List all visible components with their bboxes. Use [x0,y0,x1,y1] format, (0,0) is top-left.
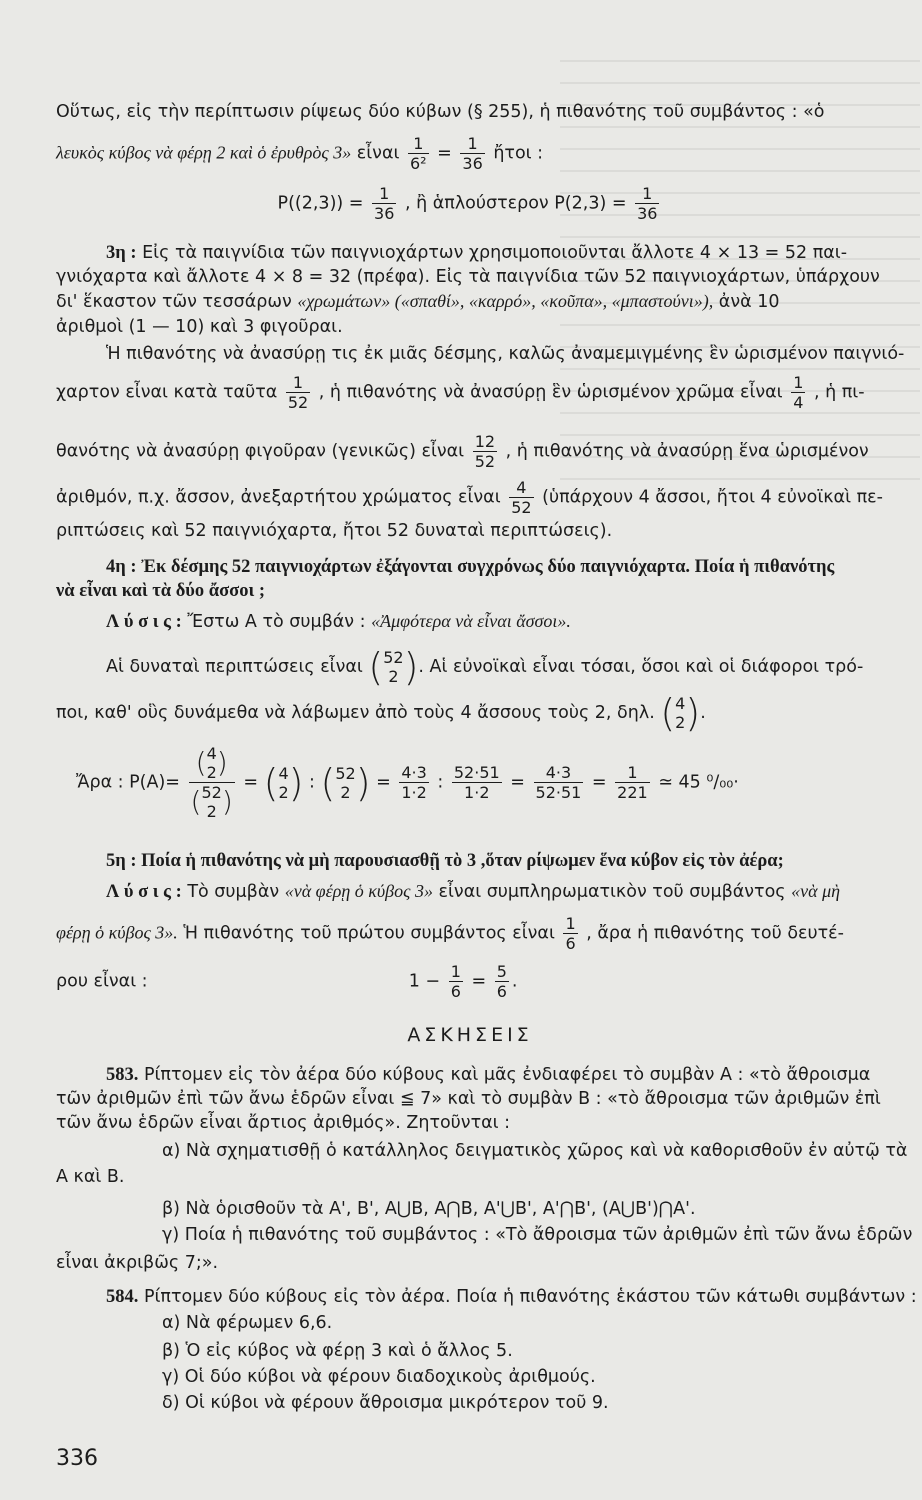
problem-4-title-cont: νὰ εἶναι καὶ τὰ δύο ἄσσοι ; [56,581,266,601]
exercise-583-a: α) Νὰ σχηματισθῇ ὁ κατάλληλος δειγματικὸς χῶρος καὶ νὰ καθορισθοῦν ἐν αὐτῷ τὰ [162,1141,908,1161]
text-line: ποι, καθ' οὓς δυνάμεθα νὰ λάβωμεν ἀπὸ τοὺς 4 ἄσσους τοὺς 2, δηλ. ( 4 2 ). [56,691,706,735]
exercise-584-c: γ) Οἱ δύο κύβοι νὰ φέρουν διαδοχικοὺς ἀριθμούς. [162,1367,596,1387]
text-line: φέρῃ ὁ κύβος 3». Ἡ πιθανότης τοῦ πρώτου συμβάντος εἶναι $\frac{1}{6}$ , ἄρα ἡ πιθανότης τοῦ δευτέ- [56,914,844,953]
exercise-584-a: α) Νὰ φέρωμεν 6,6. [162,1313,333,1333]
text-line: Ἡ πιθανότης νὰ ἀνασύρῃ τις ἐκ μιᾶς δέσμης, καλῶς ἀναμεμιγμένης ἓν ὡρισμένον παιγνιό- [106,344,905,364]
equation-line: P((2,3)) = $\frac{1}{36}$ , ἢ ἁπλούστερον P(2,3) = $\frac{1}{36}$ [277,184,658,223]
exercise-583-b: β) Νὰ ὁρισθοῦν τὰ A', B', A⋃B, A⋂B, A'⋃B', A'⋂B', (A⋃B')⋂A'. [162,1199,696,1219]
text-line: Οὕτως, εἰς τὴν περίπτωσιν ρίψεως δύο κύβων (§ 255), ἡ πιθανότης τοῦ συμβάντος : «ὁ [56,102,825,122]
solution-line: Λ ύ σ ι ς : Ἔστω Α τὸ συμβάν : «Ἀμφότερα νὰ εἶναι ἄσσοι». [106,611,571,632]
text-line: ρου εἶναι : 1 − $\frac{1}{6}$ = $\frac{5}{6}$ . [56,962,518,1001]
exercise-584-b: β) Ὁ εἰς κύβος νὰ φέρῃ 3 καὶ ὁ ἄλλος 5. [162,1341,513,1361]
text-line: τῶν ἄνω ἑδρῶν εἶναι ἄρτιος ἀριθμός». Ζητοῦνται : [56,1113,511,1133]
exercise-583: 583. Ρίπτομεν εἰς τὸν ἀέρα δύο κύβους καὶ μᾶς ἐνδιαφέρει τὸ συμβὰν Α : «τὸ ἄθροισμα [106,1065,871,1085]
text-line: 3η : Εἰς τὰ παιγνίδια τῶν παιγνιοχάρτων χρησιμοποιοῦνται ἄλλοτε 4 × 13 = 52 παι- [106,243,848,263]
equation-line: Ἄρα : P(A)= ( 4 2 ) ( 52 2 ) = ( 4 2 ) : ( 52 2 ) = $\frac{4\cdot 3}{1\cdot 2}$ : $\frac{52\cdot 51}{1\cdot 2}$ = $\frac{4\cdot 3}{52\cdot 51}$ = $\frac{1}{221}$ ≃ 45 ⁰/₀₀· [76,744,739,821]
text-line: δι' ἕκαστον τῶν τεσσάρων «χρωμάτων» («σπαθί», «καρρό», «κοῦπα», «μπαστούνι»), ἀνὰ 10 [56,291,780,312]
text-line: γνιόχαρτα καὶ ἄλλοτε 4 × 8 = 32 (πρέφα). Εἰς τὰ παιγνίδια τῶν 52 παιγνιοχάρτων, ὑπάρχουν [56,267,880,287]
text-line: εἶναι ἀκριβῶς 7;». [56,1253,219,1273]
text-line: τῶν ἀριθμῶν ἐπὶ τῶν ἄνω ἑδρῶν εἶναι ≦ 7» καὶ τὸ συμβὰν Β : «τὸ ἄθροισμα τῶν ἀριθμῶν ἐπὶ [56,1089,881,1109]
text-line: Α καὶ Β. [56,1167,125,1187]
exercise-584: 584. Ρίπτομεν δύο κύβους εἰς τὸν ἀέρα. Ποία ἡ πιθανότης ἑκάστου τῶν κάτωθι συμβάντων : [106,1287,917,1307]
exercise-583-c: γ) Ποία ἡ πιθανότης τοῦ συμβάντος : «Τὸ ἄθροισμα τῶν ἀριθμῶν ἐπὶ τῶν ἄνω ἑδρῶν [162,1225,913,1245]
text-line: ἀριθμοὶ (1 — 10) καὶ 3 φιγοῦραι. [56,317,343,337]
problem-4-title: 4η : Ἐκ δέσμης 52 παιγνιοχάρτων ἐξάγονται συγχρόνως δύο παιγνιόχαρτα. Ποία ἡ πιθανότης [106,557,835,577]
text-line: λευκὸς κύβος νὰ φέρῃ 2 καὶ ὁ ἐρυθρὸς 3» εἶναι $\frac{1}{\text{6²}}$ = $\frac{1}{36}$ ἤτοι : [56,134,544,173]
text-line: χαρτον εἶναι κατὰ ταῦτα $\frac{1}{52}$ , ἡ πιθανότης νὰ ἀνασύρῃ ἓν ὡρισμένον χρῶμα εἶναι $\frac{1}{4}$ , ἡ πι- [56,373,865,412]
exercises-heading: ΑΣΚΗΣΕΙΣ [407,1024,533,1046]
exercise-584-d: δ) Οἱ κύβοι νὰ φέρουν ἄθροισμα μικρότερον τοῦ 9. [162,1393,609,1413]
text-line: Αἱ δυναταὶ περιπτώσεις εἶναι ( 52 2 ). Αἱ εὐνοϊκαὶ εἶναι τόσαι, ὅσοι καὶ οἱ διάφοροι τρό- [106,645,864,689]
text-line: θανότης νὰ ἀνασύρῃ φιγοῦραν (γενικῶς) εἶναι $\frac{12}{52}$ , ἡ πιθανότης νὰ ἀνασύρῃ ἕνα ὡρισμένον [56,432,869,471]
solution-line: Λ ύ σ ι ς : Τὸ συμβὰν «νὰ φέρῃ ὁ κύβος 3» εἶναι συμπληρωματικὸν τοῦ συμβάντος «νὰ μὴ [106,881,841,902]
text-line: ἀριθμόν, π.χ. ἄσσον, ἀνεξαρτήτου χρώματος εἶναι $\frac{4}{52}$ (ὑπάρχουν 4 ἄσσοι, ἤτοι 4 εὐνοϊκαὶ πε- [56,478,883,517]
page-number: 336 [56,1446,98,1471]
problem-5-title: 5η : Ποία ἡ πιθανότης νὰ μὴ παρουσιασθῇ τὸ 3 ,ὅταν ρίψωμεν ἕνα κύβον εἰς τὸν ἀέρα; [106,851,784,871]
text-line: ριπτώσεις καὶ 52 παιγνιόχαρτα, ἤτοι 52 δυναταὶ περιπτώσεις). [56,521,613,541]
